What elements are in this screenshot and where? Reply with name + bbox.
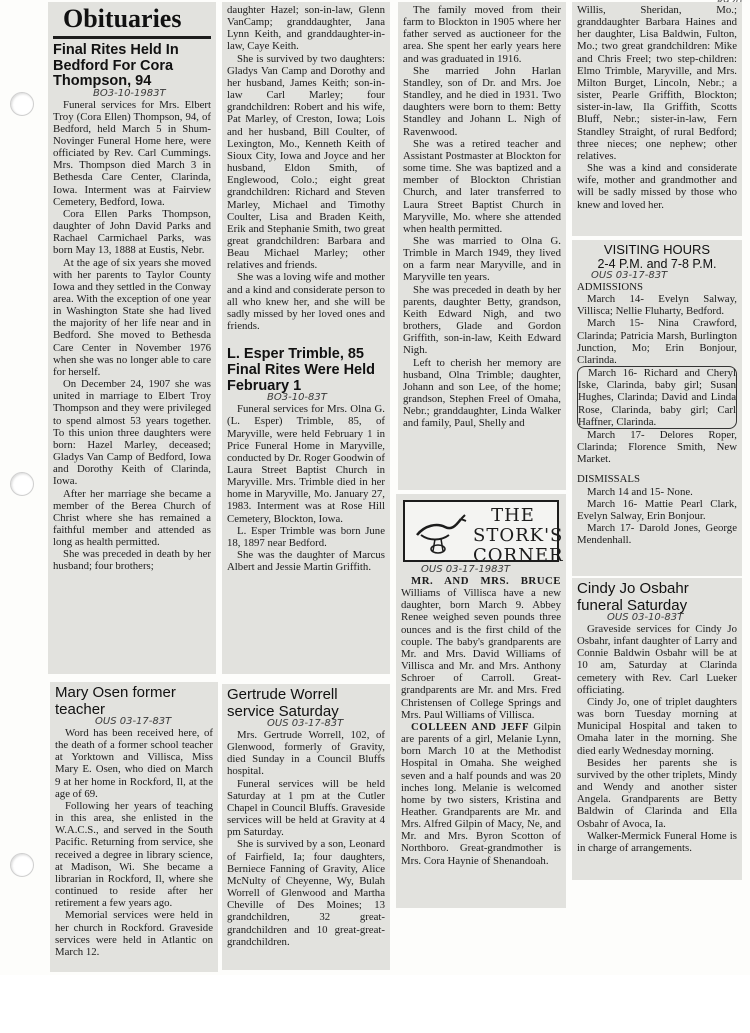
osbahr-para: Besides her parents she is survived by the other triplets, Mindy and Wendy and another sister Angela. Grandparents are Betty Baldwin of Clarinda and Ella Osbahr of Avoca, Ia. [577, 756, 737, 830]
williams-birth [401, 575, 561, 721]
williams-lead: MR. AND MRS. BRUCE [411, 575, 561, 587]
osbahr-date-note: OUS 03-10-83T [607, 612, 684, 623]
storks-corner-title: THE STORK'S CORNER [473, 505, 564, 566]
osen-date-note: OUS 03-17-83T [95, 716, 172, 727]
binder-hole [10, 92, 34, 116]
dismissals-entry: March 14 and 15- None. [587, 485, 693, 498]
trimble-cont-para: She was married to Olna G. Trimble in March 1949, they lived on a farm near Maryville, and in Maryville ten years. [403, 234, 561, 284]
osen-para: Memorial services were held in her church in Rockford. Graveside services were held in Atlantic on March 12. [55, 909, 213, 958]
osbahr-para: Walker-Mermick Funeral Home is in charge of arrangements. [577, 829, 737, 854]
thompson-date-note: BO3-10-1983T [93, 87, 166, 99]
gilpin-lead: COLLEEN AND JEFF [411, 720, 530, 733]
thompson-para: Funeral services for Mrs. Elbert Troy (Cora Ellen) Thompson, 94, of Bedford, held March 5 in Shum-Novinger Funeral Home here, were officiated by Rev. Carl Cummings. Mrs. Thompson died March 3 in Bethesda Care Center, Clarinda, Iowa. Interment was at Fairview Cemetery, Bedford, Iowa. [53, 98, 211, 208]
thompson-para: After her marriage she became a member of the Berea Church of Christ where she has remained a faithful member and attended as long as health permitted. [53, 487, 211, 549]
thompson-cont-para: She was a loving wife and mother and a kind and considerate person to all who knew her, and she will be sadly missed by her loved ones and friends. [227, 271, 385, 333]
section-rule [53, 36, 211, 39]
trimble-para: L. Esper Trimble was born June 18, 1897 near Bedford. [227, 524, 385, 549]
thompson-para: At the age of six years she moved with her parents to Taylor County Iowa and they settled in the Conway area. With the exception of one year in Washington State she had lived the majority of her life near and in Bedford. She moved to Bethesda Care Center in November 1976 when she was no longer able to care for herself. [53, 256, 211, 378]
williams-text: Williams of Villisca have a new daughter, born March 9. Abbey Renee weighed seven pounds three ounces and is the first child of the couple. The baby's grandparents are Mr. and Mrs. David Williams of Villisca and Mr. and Mrs. Anthony Schroer of Carroll. Great-grandparents are Mr. and Mrs. Fred Christensen of College Springs and Mrs. Paul Williams of Villisca. [401, 587, 561, 721]
stork-date-note: OUS 03-17-1983T [421, 564, 510, 575]
trimble-final-para: Willis, Sheridan, Mo.; granddaughter Barbara Haines and her daughter, Lisa Baldwin, Fulton, Mo.; two great grandchildren: Mike and Chris Freel; two step-children: Elmo Trimble, Maryville, and Mrs. Milton Burget, Lincoln, Nebr.; a sister, Pearle Griffith, Blockton; sister-in-law, Ila Griffith, Scotts Bluff, Nebr.; sister-in-law, Fern Standley Straight, of rural Bedford; three nieces; one nephew; other relatives. [577, 4, 737, 162]
trimble-cont-para: Left to cherish her memory are husband, Olna Trimble; daughter, Johann and son Lee, of the home; grandson, Stephen Freel of Omaha, Nebr.; granddaughter, Linda Walker and family, Paul, Shelly and [403, 356, 561, 430]
clipping-thompson [48, 2, 216, 674]
binder-hole [10, 472, 34, 496]
thompson-para: On December 24, 1907 she was united in marriage to Elbert Troy Thompson and they were privileged to spend almost 53 years together. To this union three daughters were born: Hazel Marley, deceased; Gladys Van Camp of Bedford, Iowa and Dorothy Keith of Clarinda, Iowa. [53, 378, 211, 488]
trimble-cont-para: She married John Harlan Standley, son of Dr. and Mrs. Joe Standley, and he died in 1931. Two daughters were born to them: Betty Standley and Johann L. Nigh of Ravenwood. [403, 64, 561, 138]
admissions-entry: March 14- Evelyn Salway, Villisca; Nellie Fluharty, Bedford. [577, 293, 737, 318]
worrell-para: Funeral services will be held Saturday at 1 pm at the Cutler Chapel in Council Bluffs. Graveside services will be held at Gravity at 4 pm Saturday. [227, 777, 385, 839]
clipping-trimble-continued [398, 2, 566, 490]
section-title: Obituaries [63, 4, 182, 33]
worrell-para: Mrs. Gertrude Worrell, 102, of Glenwood, formerly of Gravity, died Sunday in a Council Bluffs hospital. [227, 729, 385, 778]
admissions-entry: March 17- Delores Roper, Clarinda; Florence Smith, New Market. [577, 428, 737, 466]
osbahr-headline: Cindy Jo Osbahr funeral Saturday [577, 580, 689, 614]
trimble-para: She was the daughter of Marcus Albert and Jessie Martin Griffith. [227, 549, 385, 574]
stork-icon [411, 505, 467, 555]
clipping-worrell [222, 684, 390, 970]
clipping-thompson-continued [222, 2, 390, 674]
worrell-date-note: OUS 03-17-83T [267, 718, 344, 729]
thompson-para: Cora Ellen Parks Thompson, daughter of John David Parks and Rachael Carmichael Parks, was born May 13, 1888 at Eustis, Nebr. [53, 207, 211, 257]
binder-hole [10, 853, 34, 877]
gilpin-birth [401, 721, 561, 867]
osen-headline: Mary Osen former teacher [55, 684, 176, 718]
worrell-para: She is survived by a son, Leonard of Fairfield, Ia; four daughters, Berniece Fanning of Gravity, Alice McNulty of Cheyenne, Wy, Bulah Worrell of Glenwood and Martha Cheville of Des Moines; 13 grandchildren, 32 great-grandchildren and 10 great-great-grandchildren. [227, 838, 385, 948]
thompson-para: She was preceded in death by her husband; four brothers; [53, 548, 211, 573]
osen-para: Following her years of teaching in this area, she enlisted in the W.A.C.S., and served in the South Pacific. Returning from service, she received a degree in library science, at Madison, Wi. She became a librarian in Rockford, Il, where she continued to reside after her retirement a few years ago. [55, 799, 213, 910]
osen-para: Word has been received here, of the death of a former school teacher at Yorktown and Villisca, Miss Mary E. Osen, who died on March 9 at her home in Rockford, Il, at the age of 69. [55, 727, 213, 800]
clipping-storks-corner [396, 494, 566, 908]
osbahr-para: Cindy Jo, one of triplet daughters was born Tuesday morning at Municipal Hospital and taken to Omaha later in the morning. She died early Wednesday morning. [577, 695, 737, 757]
admissions-label: ADMISSIONS [577, 281, 643, 293]
dismissals-entry: March 16- Mattie Pearl Clark, Evelyn Salway, Erin Bonjour. [577, 497, 737, 522]
thompson-headline: Final Rites Held In Bedford For Cora Thompson, 94 [53, 42, 179, 89]
clipping-osen [50, 682, 218, 972]
admissions-entry: March 16- Richard and Cheryl Iske, Clarinda, baby girl; Susan Hughes, Clarinda; David and Linda Rose, Clarinda, baby girl; Carl Haffner, Clarinda. [578, 367, 736, 428]
gilpin-text: Gilpin are parents of a girl, Melanie Lynn, born March 10 at the Methodist Hospital in Omaha. She weighed seven and a half pounds and was 20 inches long. Melanie is welcomed home by two sisters, Kristina and Heather. Grandparents are Mr. and Mrs. Alfred Gilpin of Macy, Ne, and Mr. and Mrs. Byron Scotton of Northboro. Great-grandmother is Mrs. Cora Haynie of Shenandoah. [401, 720, 561, 867]
trimble-headline: L. Esper Trimble, 85 Final Rites Were Held February 1 [227, 346, 375, 395]
trimble-cont-para: The family moved from their farm to Blockton in 1905 where her father served as auctioneer for the area. She spent her early years here and was graduated in 1916. [403, 4, 561, 65]
trimble-date-note: BO3-10-83T [267, 392, 327, 404]
hospital-date-note: OUS 03-17-83T [591, 270, 668, 281]
dismissals-entry: March 17- Darold Jones, George Mendenhall. [577, 521, 737, 547]
thompson-cont-para: She is survived by two daughters: Gladys Van Camp and Dorothy and her husband, James Keith; son-in-law Carl Marley; four grandchildren: Robert and his wife, Pat Marley, of Creston, Iowa; Lois and her husband, Bill Coulter, of Lexington, Mo., Kenneth Keith of Sioux City, Iowa and Joyce and her husband, Eldon Smith, of Englewood, Colo.; eight great grandchildren: Richard and Steven Marley, Michael and Timothy Coulter, Lisa and Braden Keith, Erik and Stephanie Smith, two great great grandchildren: Barbara and Beau Michael Marley; other relatives and friends. [227, 52, 385, 272]
trimble-cont-para: She was preceded in death by her parents, daughter Betty, grandson, Keith Edward Nigh, and two brothers, Glade and Gordon Griffith, son-in-law, Keith Edward Nigh. [403, 283, 561, 357]
thompson-cont-para: daughter Hazel; son-in-law, Glenn VanCamp; granddaughter, Jana Lynn Keith, and granddaughter-in-law, Caye Keith. [227, 4, 385, 53]
clipping-osbahr [572, 578, 742, 880]
trimble-final-para: She was a kind and considerate wife, mother and grandmother and will be sadly missed by those who knew and loved her. [577, 162, 737, 211]
clipping-hospital-notes [572, 240, 742, 576]
admissions-entry: March 15- Nina Crawford, Clarinda; Patricia Marsh, Burlington Junction, Mo; Erin Bonjour, Clarinda. [577, 317, 737, 366]
storks-corner-banner [403, 500, 564, 566]
clipping-trimble-final [572, 2, 742, 236]
osbahr-para: Graveside services for Cindy Jo Osbahr, infant daughter of Larry and Connie Baldwin Osbahr will be at 10 am, Saturday at Clarinda cemetery with Rev. Carl Lueker officiating. [577, 623, 737, 696]
visiting-hours-times: 2-4 P.M. and 7-8 P.M. [597, 257, 717, 271]
trimble-para: Funeral services for Mrs. Olna G. (L. Esper) Trimble, 85, of Maryville, were held February 1 in Price Funeral Home in Maryville, conducted by Dr. Roger Goodwin of Laura Street Baptist Church in Maryville. Mrs. Trimble died in her home in Maryville, Mo. January 27, 1983. Interment was at Rose Hill Cemetery, Blockton, Iowa. [227, 403, 385, 525]
visiting-hours-title: VISITING HOURS [603, 242, 711, 257]
worrell-headline: Gertrude Worrell service Saturday [227, 686, 339, 720]
trimble-cont-para: She was a retired teacher and Assistant Postmaster at Blockton for some time. She was baptized and a member of Blockton Christian Church, and later transferred to Laura Street Baptist Church in Maryville, Mo. where she attended when health permitted. [403, 137, 561, 235]
dismissals-label: DISMISSALS [577, 473, 640, 486]
